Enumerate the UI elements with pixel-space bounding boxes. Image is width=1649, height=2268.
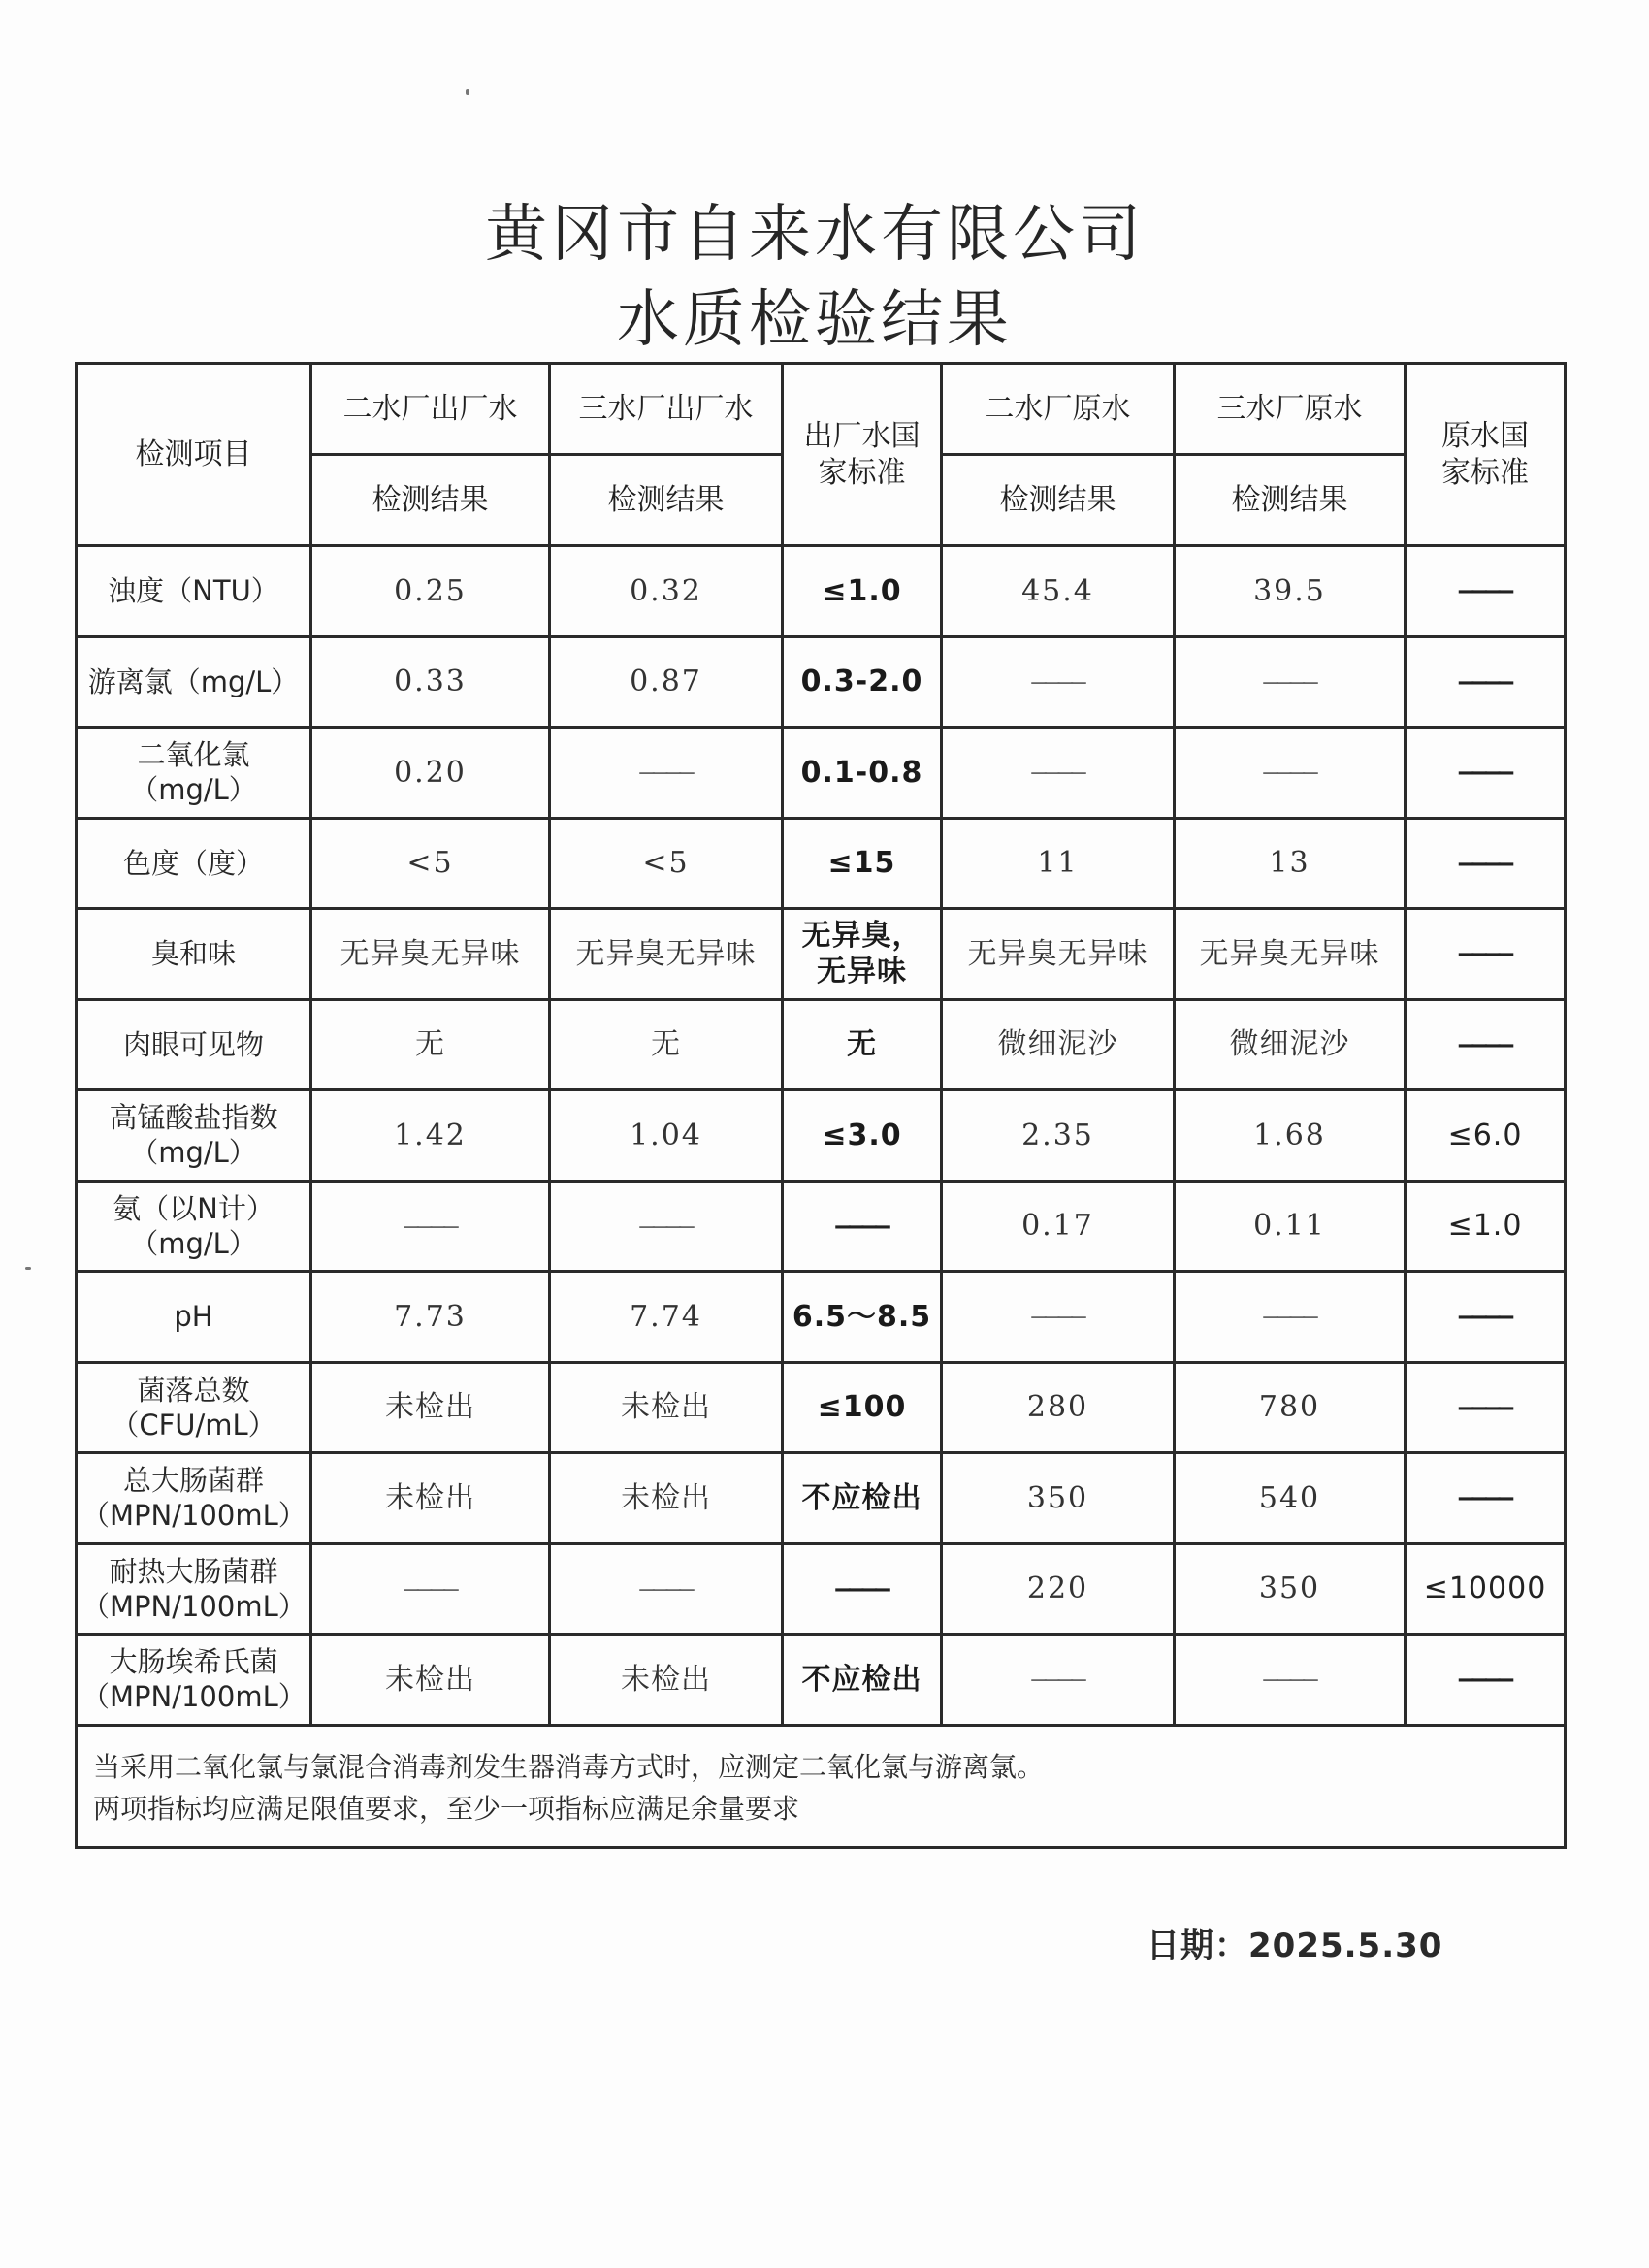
header-treated-standard-line: 出厂水国 bbox=[803, 419, 921, 453]
row-item-label-line: （MPN/100mL） bbox=[81, 1499, 307, 1533]
plant2-raw-value: ———— bbox=[942, 1635, 1175, 1726]
raw-standard-value: ≤6.0 bbox=[1406, 1090, 1566, 1182]
plant3-treated-value: 无异臭无异味 bbox=[550, 909, 783, 1000]
row-item-label bbox=[77, 1635, 311, 1726]
plant3-raw-value: 350 bbox=[1175, 1543, 1406, 1635]
row-item-label-line: 大肠埃希氏菌 bbox=[109, 1645, 278, 1678]
plant3-raw-value: 1.68 bbox=[1175, 1090, 1406, 1182]
table-row bbox=[77, 818, 1566, 909]
table-row bbox=[77, 1181, 1566, 1272]
row-item-label-line: 肉眼可见物 bbox=[122, 1027, 264, 1061]
row-item-label-line: （MPN/100mL） bbox=[81, 1589, 307, 1623]
row-item-label-line: 游离氯（mg/L） bbox=[87, 664, 300, 698]
row-item-label-line: 臭和味 bbox=[150, 937, 236, 971]
raw-standard-value: ≤10000 bbox=[1406, 1543, 1566, 1635]
treated-standard-value-line: 无异臭， bbox=[801, 918, 922, 953]
plant2-treated-value: 未检出 bbox=[311, 1362, 550, 1453]
row-item-label bbox=[77, 636, 311, 728]
plant3-treated-value: 1.04 bbox=[550, 1090, 783, 1182]
row-item-label bbox=[77, 1272, 311, 1363]
row-item-label-line: 色度（度） bbox=[122, 846, 264, 880]
plant3-raw-value: ———— bbox=[1175, 636, 1406, 728]
row-item-label bbox=[77, 999, 311, 1090]
plant2-treated-value: 7.73 bbox=[311, 1272, 550, 1363]
row-item-label bbox=[77, 546, 311, 637]
header-plant3-raw: 三水厂原水 bbox=[1175, 364, 1406, 455]
plant2-raw-value: 280 bbox=[942, 1362, 1175, 1453]
table-row bbox=[77, 1272, 1566, 1363]
plant3-raw-value: 无异臭无异味 bbox=[1175, 909, 1406, 1000]
treated-standard-value: 无 bbox=[783, 999, 942, 1090]
plant3-raw-value: 39.5 bbox=[1175, 546, 1406, 637]
plant3-treated-value: 0.32 bbox=[550, 546, 783, 637]
raw-standard-value: ———— bbox=[1406, 1453, 1566, 1544]
header-raw-standard bbox=[1406, 364, 1566, 546]
table-note bbox=[77, 1725, 1566, 1847]
plant2-raw-value: ———— bbox=[942, 636, 1175, 728]
header-result: 检测结果 bbox=[942, 455, 1175, 546]
plant3-treated-value: 0.87 bbox=[550, 636, 783, 728]
row-item-label bbox=[77, 728, 311, 819]
plant2-raw-value: 微细泥沙 bbox=[942, 999, 1175, 1090]
plant2-raw-value: 220 bbox=[942, 1543, 1175, 1635]
row-item-label bbox=[77, 1543, 311, 1635]
header-plant2-raw: 二水厂原水 bbox=[942, 364, 1175, 455]
plant3-raw-value: 微细泥沙 bbox=[1175, 999, 1406, 1090]
treated-standard-value: ———— bbox=[783, 1181, 942, 1272]
plant2-treated-value: 无 bbox=[311, 999, 550, 1090]
treated-standard-value: ———— bbox=[783, 1543, 942, 1635]
row-item-label-line: 高锰酸盐指数 bbox=[109, 1101, 278, 1134]
raw-standard-value: ≤1.0 bbox=[1406, 1181, 1566, 1272]
scan-speck bbox=[25, 1267, 31, 1270]
table-note-line: 当采用二氧化氯与氯混合消毒剂发生器消毒方式时，应测定二氧化氯与游离氯。 bbox=[93, 1750, 1045, 1783]
raw-standard-value: ———— bbox=[1406, 636, 1566, 728]
row-item-label-line: 二氧化氯 bbox=[137, 738, 250, 771]
row-item-label bbox=[77, 1090, 311, 1182]
header-raw-standard-line: 原水国 bbox=[1441, 419, 1529, 453]
row-item-label bbox=[77, 1181, 311, 1272]
note-row bbox=[77, 1725, 1566, 1847]
plant2-raw-value: 350 bbox=[942, 1453, 1175, 1544]
plant3-treated-value: 未检出 bbox=[550, 1453, 783, 1544]
table-row bbox=[77, 909, 1566, 1000]
plant2-raw-value: 2.35 bbox=[942, 1090, 1175, 1182]
row-item-label-line: 浊度（NTU） bbox=[108, 574, 279, 608]
header-treated-standard-line: 家标准 bbox=[818, 455, 906, 490]
plant2-treated-value: 未检出 bbox=[311, 1453, 550, 1544]
raw-standard-value: ———— bbox=[1406, 1272, 1566, 1363]
plant3-raw-value: ———— bbox=[1175, 728, 1406, 819]
row-item-label-line: 氨（以N计） bbox=[113, 1191, 275, 1225]
row-item-label-line: （mg/L） bbox=[130, 773, 257, 807]
treated-standard-value-line: 无异味 bbox=[817, 955, 907, 989]
plant2-raw-value: 无异臭无异味 bbox=[942, 909, 1175, 1000]
row-item-label bbox=[77, 818, 311, 909]
plant3-raw-value: ———— bbox=[1175, 1272, 1406, 1363]
plant2-treated-value: ———— bbox=[311, 1543, 550, 1635]
row-item-label bbox=[77, 1362, 311, 1453]
raw-standard-value: ———— bbox=[1406, 1362, 1566, 1453]
header-result: 检测结果 bbox=[550, 455, 783, 546]
header-plant3-treated: 三水厂出厂水 bbox=[550, 364, 783, 455]
plant2-treated-value: ———— bbox=[311, 1181, 550, 1272]
row-item-label bbox=[77, 909, 311, 1000]
row-item-label-line: 总大肠菌群 bbox=[122, 1464, 264, 1497]
plant2-raw-value: 0.17 bbox=[942, 1181, 1175, 1272]
plant3-treated-value: ———— bbox=[550, 1181, 783, 1272]
plant3-raw-value: 0.11 bbox=[1175, 1181, 1406, 1272]
plant3-treated-value: 未检出 bbox=[550, 1362, 783, 1453]
treated-standard-value: ≤15 bbox=[783, 818, 942, 909]
table-row bbox=[77, 1635, 1566, 1726]
treated-standard-value: 0.3-2.0 bbox=[783, 636, 942, 728]
plant3-treated-value: <5 bbox=[550, 818, 783, 909]
plant2-treated-value: 无异臭无异味 bbox=[311, 909, 550, 1000]
treated-standard-value: ≤3.0 bbox=[783, 1090, 942, 1182]
header-result: 检测结果 bbox=[311, 455, 550, 546]
header-row-1 bbox=[77, 364, 1566, 455]
plant2-raw-value: 11 bbox=[942, 818, 1175, 909]
plant2-treated-value: 1.42 bbox=[311, 1090, 550, 1182]
header-result: 检测结果 bbox=[1175, 455, 1406, 546]
raw-standard-value: ———— bbox=[1406, 546, 1566, 637]
treated-standard-value bbox=[783, 909, 942, 1000]
row-item-label-line: 耐热大肠菌群 bbox=[109, 1554, 278, 1588]
header-item: 检测项目 bbox=[77, 364, 311, 546]
raw-standard-value: ———— bbox=[1406, 728, 1566, 819]
plant3-raw-value: 780 bbox=[1175, 1362, 1406, 1453]
raw-standard-value: ———— bbox=[1406, 999, 1566, 1090]
raw-standard-value: ———— bbox=[1406, 818, 1566, 909]
plant3-treated-value: 无 bbox=[550, 999, 783, 1090]
plant2-treated-value: 未检出 bbox=[311, 1635, 550, 1726]
table-row bbox=[77, 636, 1566, 728]
plant2-treated-value: 0.33 bbox=[311, 636, 550, 728]
treated-standard-value: 不应检出 bbox=[783, 1635, 942, 1726]
treated-standard-value: ≤100 bbox=[783, 1362, 942, 1453]
plant2-treated-value: 0.25 bbox=[311, 546, 550, 637]
row-item-label-line: （MPN/100mL） bbox=[81, 1680, 307, 1714]
plant2-raw-value: ———— bbox=[942, 728, 1175, 819]
plant3-treated-value: ———— bbox=[550, 1543, 783, 1635]
row-item-label bbox=[77, 1453, 311, 1544]
treated-standard-value: 不应检出 bbox=[783, 1453, 942, 1544]
plant2-treated-value: 0.20 bbox=[311, 728, 550, 819]
report-title: 水质检验结果 bbox=[617, 284, 1013, 356]
plant2-raw-value: ———— bbox=[942, 1272, 1175, 1363]
header-treated-standard bbox=[783, 364, 942, 546]
table-row bbox=[77, 1090, 1566, 1182]
table-row bbox=[77, 999, 1566, 1090]
report-date: 日期：2025.5.30 bbox=[1147, 1927, 1443, 1965]
table-row bbox=[77, 1453, 1566, 1544]
company-title: 黄冈市自来水有限公司 bbox=[485, 199, 1145, 271]
row-item-label-line: （CFU/mL） bbox=[111, 1408, 276, 1442]
row-item-label-line: pH bbox=[174, 1300, 213, 1334]
plant3-treated-value: 7.74 bbox=[550, 1272, 783, 1363]
treated-standard-value: ≤1.0 bbox=[783, 546, 942, 637]
treated-standard-value: 0.1-0.8 bbox=[783, 728, 942, 819]
raw-standard-value: ———— bbox=[1406, 1635, 1566, 1726]
raw-standard-value: ———— bbox=[1406, 909, 1566, 1000]
row-item-label-line: 菌落总数 bbox=[137, 1373, 250, 1407]
table-row bbox=[77, 728, 1566, 819]
header-plant2-treated: 二水厂出厂水 bbox=[311, 364, 550, 455]
row-item-label-line: （mg/L） bbox=[130, 1226, 257, 1260]
plant3-raw-value: 540 bbox=[1175, 1453, 1406, 1544]
plant3-raw-value: ———— bbox=[1175, 1635, 1406, 1726]
plant3-raw-value: 13 bbox=[1175, 818, 1406, 909]
scan-speck bbox=[466, 89, 469, 95]
plant2-raw-value: 45.4 bbox=[942, 546, 1175, 637]
header-raw-standard-line: 家标准 bbox=[1441, 455, 1529, 490]
row-item-label-line: （mg/L） bbox=[130, 1136, 257, 1170]
table-row bbox=[77, 546, 1566, 637]
treated-standard-value: 6.5～8.5 bbox=[783, 1272, 942, 1363]
plant3-treated-value: ———— bbox=[550, 728, 783, 819]
table-row bbox=[77, 1543, 1566, 1635]
table-row bbox=[77, 1362, 1566, 1453]
water-quality-table bbox=[75, 362, 1567, 1849]
table-note-line: 两项指标均应满足限值要求，至少一项指标应满足余量要求 bbox=[93, 1792, 800, 1825]
plant2-treated-value: <5 bbox=[311, 818, 550, 909]
plant3-treated-value: 未检出 bbox=[550, 1635, 783, 1726]
